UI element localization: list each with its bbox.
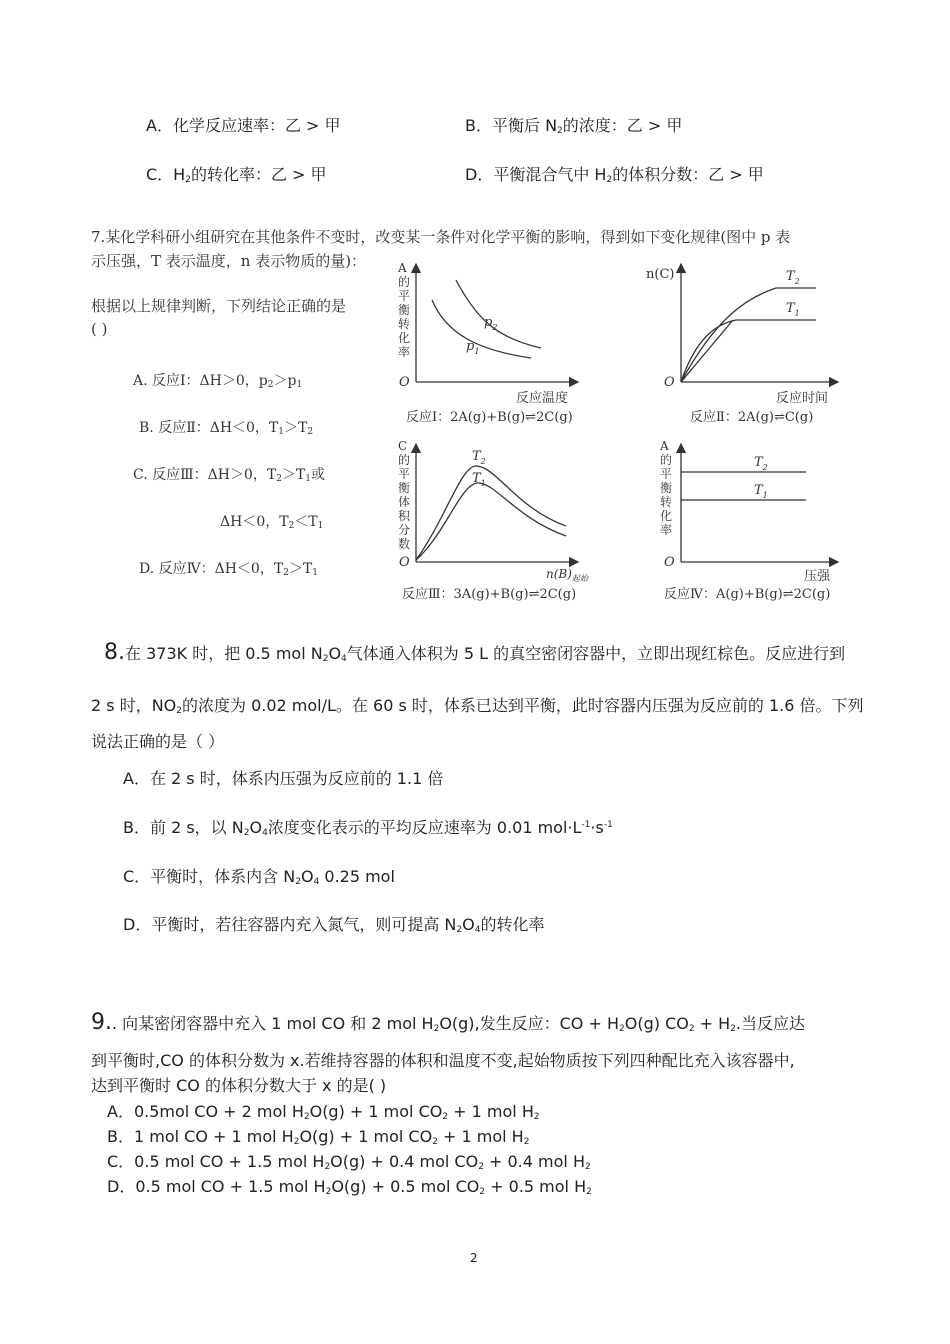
page-number: 2 [470, 1251, 478, 1265]
svg-text:T1: $T_1$ [472, 471, 486, 488]
svg-text:的: 的 [660, 453, 673, 467]
svg-text:积: 积 [398, 509, 411, 523]
q9-option-a: A．0.5mol CO + 2 mol $H_2O(g) + 1$ mol $CO_2 + 1$ mol $H_2$ [107, 1102, 540, 1122]
svg-text:反应Ⅲ：3A(g)+B(g)⇌2C(g): 反应Ⅲ：3A(g)+B(g)⇌2C(g) [402, 587, 577, 602]
graph-1-ylabel [397, 261, 410, 359]
svg-text:反应温度: 反应温度 [516, 391, 569, 406]
svg-text:转: 转 [398, 317, 411, 331]
q7-option-c-cont: ΔH＜0，$T_2<T_1$ [220, 514, 324, 531]
svg-text:A: A [660, 439, 669, 453]
svg-text:化: 化 [660, 509, 673, 523]
q8-option-b: B．前 2 s，以 $N_2O_4$浓度变化表示的平均反应速率为 0.01 $mol\cdot L^{-1}\cdot s^{-1}$ [123, 818, 613, 838]
svg-text:T2: $T_2$ [472, 449, 486, 466]
svg-text:数: 数 [398, 537, 411, 551]
q7-option-d: D. 反应Ⅳ：ΔH＜0，$T_2>T_1$ [139, 561, 318, 578]
svg-text:T2: $T_2$ [786, 269, 800, 286]
svg-text:转: 转 [660, 495, 673, 509]
svg-text:p2: $p_2$ [484, 315, 498, 332]
graph-3-ylabel [398, 439, 411, 551]
svg-text:的: 的 [398, 453, 411, 467]
svg-text:衡: 衡 [398, 481, 411, 495]
q6-option-c: C．$H_2$的转化率：乙 > 甲 [146, 165, 327, 185]
svg-text:率: 率 [660, 523, 673, 537]
q9-line1: 9.. 向某密闭容器中充入 1 mol CO 和 2 mol $H_2O(g)$,发生反应：CO + $H_2O(g) CO_2 + H_2$.当反应达 [91, 1010, 806, 1035]
q9-line2: 到平衡时,CO 的体积分数为 x.若维持容器的体积和温度不变,起始物质按下列四种配比充入该容器中, [91, 1051, 795, 1070]
svg-text:n(C): n(C) [646, 267, 675, 282]
svg-text:衡: 衡 [660, 481, 673, 495]
q6-option-d: D．平衡混合气中 $H_2$的体积分数：乙 > 甲 [465, 165, 764, 185]
q8-option-a: A．在 2 s 时，体系内压强为反应前的 1.1 倍 [123, 769, 444, 788]
q8-line3: 说法正确的是（ ） [91, 732, 225, 751]
svg-text:的: 的 [398, 275, 411, 289]
q7-ask: 根据以上规律判断，下列结论正确的是 [91, 297, 347, 315]
q9-option-d: D．0.5 mol CO + 1.5 mol $H_2O(g) + 0.5$ mol $CO_2 + 0.5$ mol $H_2$ [107, 1177, 592, 1197]
svg-text:C: C [398, 439, 408, 453]
q7-stem-line1: 7.某化学科研小组研究在其他条件不变时，改变某一条件对化学平衡的影响，得到如下变化规律(图中 p 表 [91, 228, 791, 246]
q8-option-c: C．平衡时，体系内含 $N_2O_4$ 0.25 mol [123, 867, 395, 887]
svg-text:反应Ⅱ：2A(g)⇌C(g): 反应Ⅱ：2A(g)⇌C(g) [690, 410, 814, 425]
svg-text:衡: 衡 [398, 303, 411, 317]
svg-text:O: O [664, 375, 675, 390]
q7-option-c: C. 反应Ⅲ：ΔH＞0，$T_2>T_1$或 [133, 467, 325, 484]
q7-option-b: B. 反应Ⅱ：ΔH＜0，$T_1>T_2$ [139, 420, 314, 437]
svg-text:A: A [398, 261, 407, 275]
svg-text:平: 平 [398, 289, 411, 303]
svg-text:n(B)起始: $n(B)_{起始}$ [546, 567, 588, 583]
svg-text:反应Ⅰ：2A(g)+B(g)⇌2C(g): 反应Ⅰ：2A(g)+B(g)⇌2C(g) [406, 410, 573, 425]
svg-text:率: 率 [398, 345, 411, 359]
svg-text:平: 平 [660, 467, 673, 481]
q9-option-c: C．0.5 mol CO + 1.5 mol $H_2O(g) + 0.4$ mol $CO_2 + 0.4$ mol $H_2$ [107, 1152, 591, 1172]
svg-text:压强: 压强 [804, 569, 831, 584]
svg-text:化: 化 [398, 331, 411, 345]
q6-option-b: B．平衡后 $N_2$的浓度：乙 > 甲 [465, 116, 683, 136]
svg-text:体: 体 [398, 495, 411, 509]
q6-option-a: A．化学反应速率：乙 > 甲 [146, 116, 341, 135]
graph-reaction-4 [626, 438, 846, 610]
q8-line2: 2 s 时，$NO_2$的浓度为 0.02 mol/L。在 60 s 时，体系已达到平衡，此时容器内压强为反应前的 1.6 倍。下列 [91, 696, 864, 716]
svg-text:反应Ⅳ：A(g)+B(g)⇌2C(g): 反应Ⅳ：A(g)+B(g)⇌2C(g) [664, 587, 831, 602]
q8-line1: 8.在 373K 时，把 0.5 mol $N_2O_4$气体通入体积为 5 L 的真空密闭容器中，立即出现红棕色。反应进行到 [104, 640, 846, 665]
graph-reaction-3 [366, 438, 596, 610]
svg-text:分: 分 [398, 523, 411, 537]
graph-reaction-2 [626, 258, 846, 430]
svg-text:O: O [664, 555, 675, 570]
svg-text:p1: $p_1$ [466, 339, 480, 356]
svg-text:T1: $T_1$ [786, 301, 800, 318]
svg-text:平: 平 [398, 467, 411, 481]
q8-option-d: D．平衡时，若往容器内充入氮气，则可提高 $N_2O_4$的转化率 [123, 915, 545, 935]
svg-text:O: O [399, 375, 410, 390]
q7-stem-line2: 示压强，T 表示温度，n 表示物质的量)： [91, 252, 367, 270]
svg-text:T2: $T_2$ [754, 455, 768, 472]
svg-text:O: O [399, 555, 410, 570]
svg-text:反应时间: 反应时间 [776, 391, 829, 406]
q7-option-a: A. 反应Ⅰ：ΔH＞0，$p_2>p_1$ [133, 373, 303, 390]
svg-text:T1: $T_1$ [754, 483, 768, 500]
q9-line3: 达到平衡时 CO 的体积分数大于 x 的是( ) [91, 1076, 387, 1095]
graph-4-ylabel [659, 439, 672, 537]
q9-option-b: B．1 mol CO + 1 mol $H_2O(g) + 1$ mol $CO_2 + 1$ mol $H_2$ [107, 1127, 530, 1147]
q7-paren: ( ) [91, 320, 108, 338]
graph-reaction-1 [366, 258, 586, 430]
